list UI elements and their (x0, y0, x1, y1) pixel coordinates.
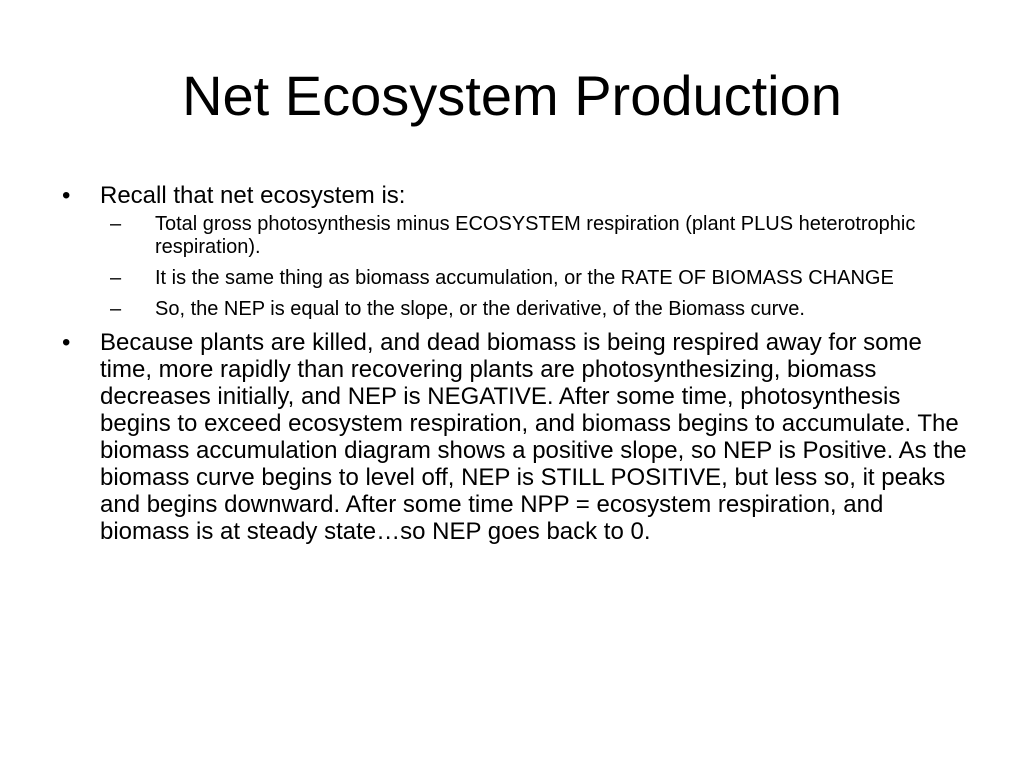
sub-bullet-list (110, 213, 976, 321)
bullet-text: Recall that net ecosystem is: (100, 182, 406, 209)
bullet-item (56, 182, 976, 321)
dash-icon: – (110, 213, 122, 235)
bullet-text: Because plants are killed, and dead biomass is being respired away for some time, more rapidly than recovering plants are photosynthesizing, biomass decreases initially, and NEP is NEGATIVE. After some time, photosynthesis begins to exceed ecosystem respiration, and biomass begins to accumulate. The biomass accumulation diagram shows a positive slope, so NEP is Positive. As the biomass curve begins to level off, NEP is STILL POSITIVE, but less so, it peaks and begins downward. After some time NPP = ecosystem respiration, and biomass is at steady state…so NEP goes back to 0. (100, 329, 967, 545)
sub-bullet-item (110, 213, 976, 259)
slide-title: Net Ecosystem Production (182, 64, 842, 127)
dash-icon: – (110, 298, 122, 320)
bullet-icon: • (62, 329, 71, 356)
sub-bullet-item (110, 298, 976, 321)
bullet-icon: • (62, 182, 71, 209)
slide-body (56, 182, 976, 551)
bullet-item (56, 329, 976, 545)
dash-icon: – (110, 267, 122, 289)
sub-bullet-item (110, 267, 976, 290)
sub-bullet-text: Total gross photosynthesis minus ECOSYSTEM respiration (plant PLUS heterotrophic respiration). (155, 213, 916, 258)
sub-bullet-text: So, the NEP is equal to the slope, or the derivative, of the Biomass curve. (155, 298, 805, 320)
sub-bullet-text: It is the same thing as biomass accumulation, or the RATE OF BIOMASS CHANGE (155, 267, 894, 289)
